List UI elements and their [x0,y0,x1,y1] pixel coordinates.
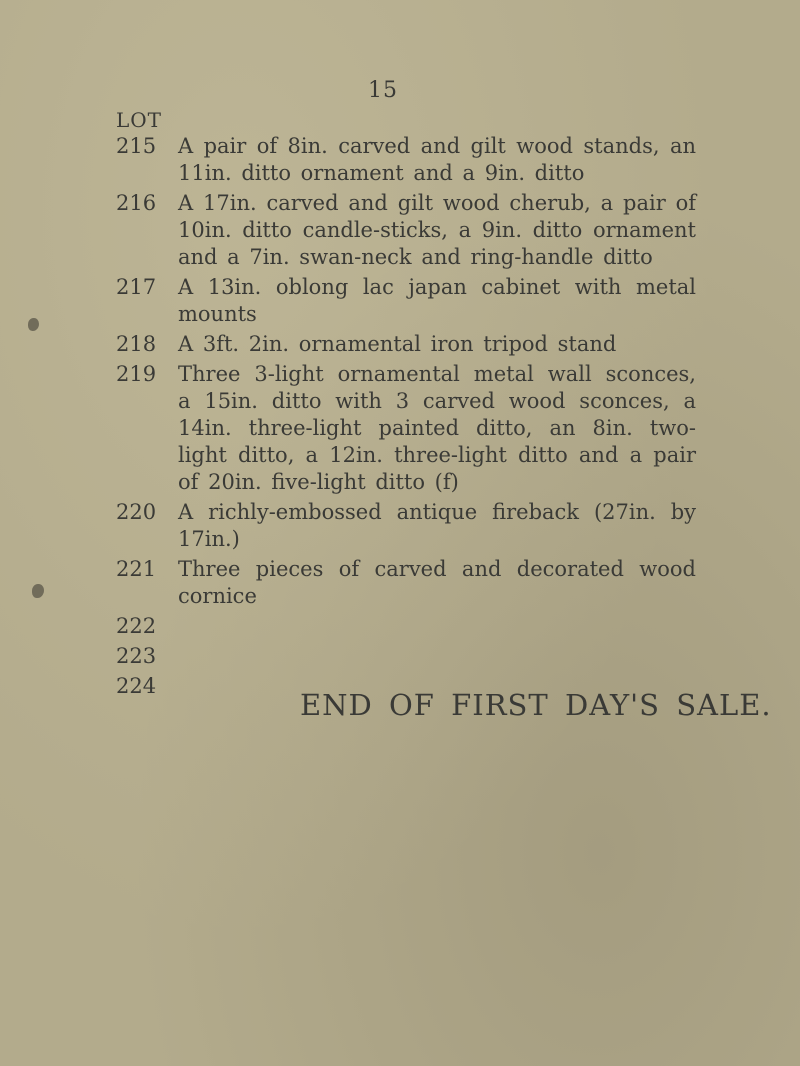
lot-column-header: LOT [116,108,163,132]
lot-number: 223 [116,644,157,668]
list-item [116,133,696,187]
lot-number: 219 [116,362,157,386]
page-number: 15 [368,78,398,103]
lot-description: A pair of 8in. carved and gilt wood stands, an 11in. ditto ornament and a 9in. ditto [178,134,696,185]
ink-blot-mark [32,584,44,598]
lot-description: A 17in. carved and gilt wood cherub, a pair of 10in. ditto candle-sticks, a 9in. ditto ornament and a 7in. swan-neck and ring-handle ditto [178,191,696,269]
lot-number: 217 [116,275,157,299]
ink-blot-mark [28,318,39,331]
lot-number: 221 [116,557,157,581]
list-item [116,499,696,553]
list-item [116,643,696,670]
list-item [116,190,696,271]
lot-description: Three 3-light ornamental metal wall sconces, a 15in. ditto with 3 carved wood sconces, a 14in. three-light painted ditto, an 8in. two-light ditto, a 12in. three-light ditto and a pair of 20in. five-light ditto (f) [178,362,696,494]
lot-number: 216 [116,191,157,215]
lot-list [116,133,696,703]
lot-description: A 13in. oblong lac japan cabinet with metal mounts [178,275,696,326]
lot-description: A 3ft. 2in. ornamental iron tripod stand [178,332,617,356]
end-of-sale-note: END OF FIRST DAY'S SALE. [300,688,772,722]
lot-description: A richly-embossed antique fireback (27in. by 17in.) [178,500,696,551]
list-item [116,556,696,610]
lot-number: 220 [116,500,157,524]
list-item [116,361,696,496]
list-item [116,613,696,640]
list-item [116,274,696,328]
lot-number: 215 [116,134,157,158]
lot-description: Three pieces of carved and decorated wood cornice [178,557,696,608]
lot-number: 224 [116,674,157,698]
lot-number: 218 [116,332,157,356]
lot-number: 222 [116,614,157,638]
list-item [116,331,696,358]
